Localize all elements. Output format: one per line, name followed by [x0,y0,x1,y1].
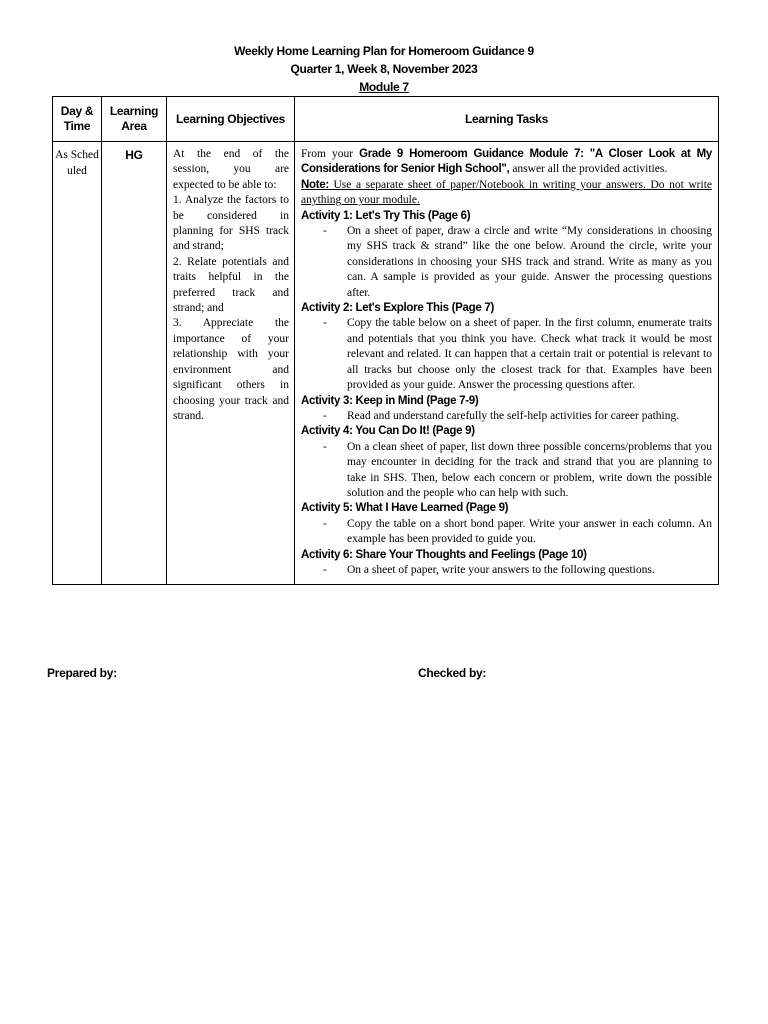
activity-text: Read and understand carefully the self-help activities for career pathing. [347,409,680,422]
column-header-learning-objectives: Learning Objectives [167,97,295,142]
learning-plan-table [52,96,719,585]
learning-area-cell [102,142,167,585]
day-time-cell [53,142,102,585]
bullet-dash: - [323,440,327,453]
module-label: Module 7 [359,80,409,94]
activity-bullet [301,409,712,424]
activity-text: Copy the table on a short bond paper. Write your answer in each column. An example has been provided to guide you. [347,517,712,546]
activity-title: Activity 1: Let's Try This (Page 6) [301,209,471,222]
activity-title: Activity 3: Keep in Mind (Page 7-9) [301,394,479,407]
table-header-row [53,97,719,142]
learning-area-text: HG [125,148,143,162]
bullet-dash: - [323,563,327,576]
objectives-cell [167,142,295,585]
document-subtitle: Quarter 1, Week 8, November 2023 [290,62,478,76]
tasks-intro-prefix: From your [301,148,360,160]
objective-item: 3. Appreciate the importance of your relationship with your environment and significant others in choosing your track and strand. [173,317,289,422]
prepared-by-label: Prepared by: [47,666,117,680]
activity-text: On a clean sheet of paper, list down three possible concerns/problems that you may encounter in deciding for the track and strand that you are planning to take in SHS. Then, below each concern or problem, write down the possible solution and the people who can help with such. [347,440,712,499]
column-header-learning-tasks: Learning Tasks [295,97,719,142]
activity-title: Activity 5: What I Have Learned (Page 9) [301,502,509,515]
document-title: Weekly Home Learning Plan for Homeroom Guidance 9 [234,44,534,58]
note [301,178,712,209]
module-reference: Grade 9 Homeroom Guidance Module 7: "A Closer Look at My Considerations for Senior High School", [301,148,713,176]
day-time-text: As Sched uled [55,149,99,177]
bullet-dash: - [323,517,327,530]
activity-title: Activity 2: Let's Explore This (Page 7) [301,302,494,315]
note-label: Note: [301,178,329,191]
tasks-intro [301,147,712,178]
activity-text: On a sheet of paper, write your answers to the following questions. [347,563,655,576]
tasks-cell [295,142,719,585]
objective-item: 1. Analyze the factors to be considered in planning for SHS track and strand; [173,194,289,253]
activity-bullet [301,517,712,548]
tasks-intro-suffix: answer all the provided activities. [509,163,668,176]
activity-bullet [301,316,712,393]
column-header-day-time: Day & Time [53,97,102,142]
activity-text: Copy the table below on a sheet of paper. In the first column, enumerate traits and potentials that you think you have. Check what track it would be most relevant and related. It can happen that a certain trait or potential is relevant to all tracks but choose only the closest track for that. Examples have been provided as your guide. Answer the processing questions after. [347,317,712,392]
column-header-learning-area: Learning Area [102,97,167,142]
activity-bullet [301,440,712,502]
activity-bullet [301,563,712,578]
activity-text: On a sheet of paper, draw a circle and write “My considerations in choosing my SHS track & strand” like the one below. Around the circle, write your considerations in choosing your SHS track and strand. Write as many as you can. A sample is provided as your guide. Answer the processing questions after. [347,225,712,299]
objective-item: 2. Relate potentials and traits helpful in the preferred track and strand; and [173,255,289,315]
bullet-dash: - [323,225,327,238]
activity-bullet [301,224,712,301]
objectives-intro: At the end of the session, you are expected to be able to: [173,148,289,191]
activity-title: Activity 6: Share Your Thoughts and Feelings (Page 10) [301,548,587,561]
bullet-dash: - [323,409,327,422]
activity-title: Activity 4: You Can Do It! (Page 9) [301,425,475,438]
note-text: Use a separate sheet of paper/Notebook in writing your answers. Do not write anything on your module. [301,178,712,207]
checked-by-label: Checked by: [418,666,487,680]
table-row [53,142,719,585]
bullet-dash: - [323,317,327,330]
